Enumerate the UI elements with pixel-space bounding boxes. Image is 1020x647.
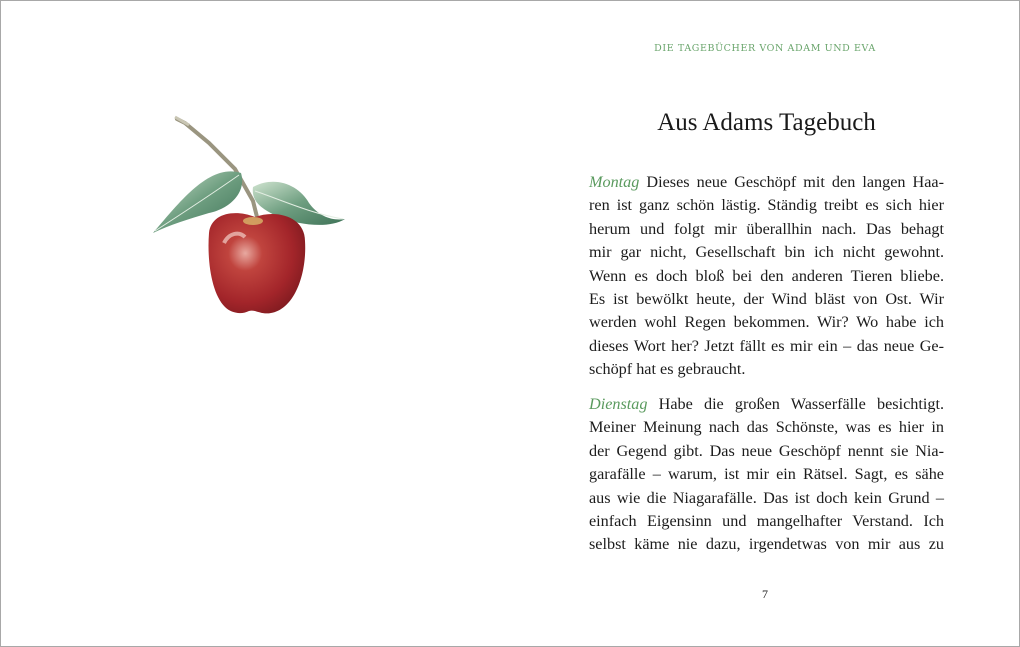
text-line: der Gegend gibt. Das neue Geschöpf nennt sie Nia- (589, 441, 944, 460)
text-line: einfach Eigensinn und mangelhafter Verstand. Ich (589, 512, 944, 531)
text-line: Dienstag Habe die großen Wasserfälle besichtigt. (589, 395, 945, 413)
text-line: aus wie die Niagarafälle. Das ist doch kein Grund – (589, 488, 944, 507)
chapter-title: Aus Adams Tagebuch (657, 109, 876, 136)
text-line: Meiner Meinung nach das Schönste, was es hier in (589, 418, 944, 437)
running-head: DIE TAGEBÜCHER VON ADAM UND EVA (654, 43, 876, 54)
page-number: 7 (762, 587, 768, 601)
entry-dienstag (589, 393, 944, 557)
text-line: schöpf hat es gebraucht. (589, 360, 746, 379)
apple-illustration-icon (149, 113, 349, 318)
text-line: werden wohl Regen bekommen. Wir? Wo habe ich (589, 313, 944, 332)
left-page (1, 1, 510, 646)
entry-montag (589, 171, 944, 382)
text-line: herum und folgt mir überallhin nach. Das behagt (589, 219, 944, 238)
text-line: Es ist bewölkt heute, der Wind bläst von Ost. Wir (589, 290, 944, 309)
text-line: dieses Wort her? Jetzt fällt es mir ein – das neue Ge- (589, 336, 944, 355)
text-line: garafälle – warum, ist mir ein Rätsel. Sagt, es sähe (589, 465, 944, 484)
text-line: mir gar nicht, Gesellschaft bin ich nicht gewohnt. (589, 243, 944, 262)
right-page (510, 1, 1019, 646)
text-line: selbst käme nie dazu, irgendetwas von mir aus zu (589, 535, 944, 554)
text-line: ren ist ganz schön lästig. Ständig treibt es sich hier (589, 196, 944, 215)
day-label: Montag (589, 173, 640, 191)
text-line: Wenn es doch bloß bei den anderen Tieren bliebe. (589, 266, 944, 285)
day-label: Dienstag (589, 395, 648, 413)
text-line: Montag Dieses neue Geschöpf mit den langen Haa- (589, 173, 944, 191)
